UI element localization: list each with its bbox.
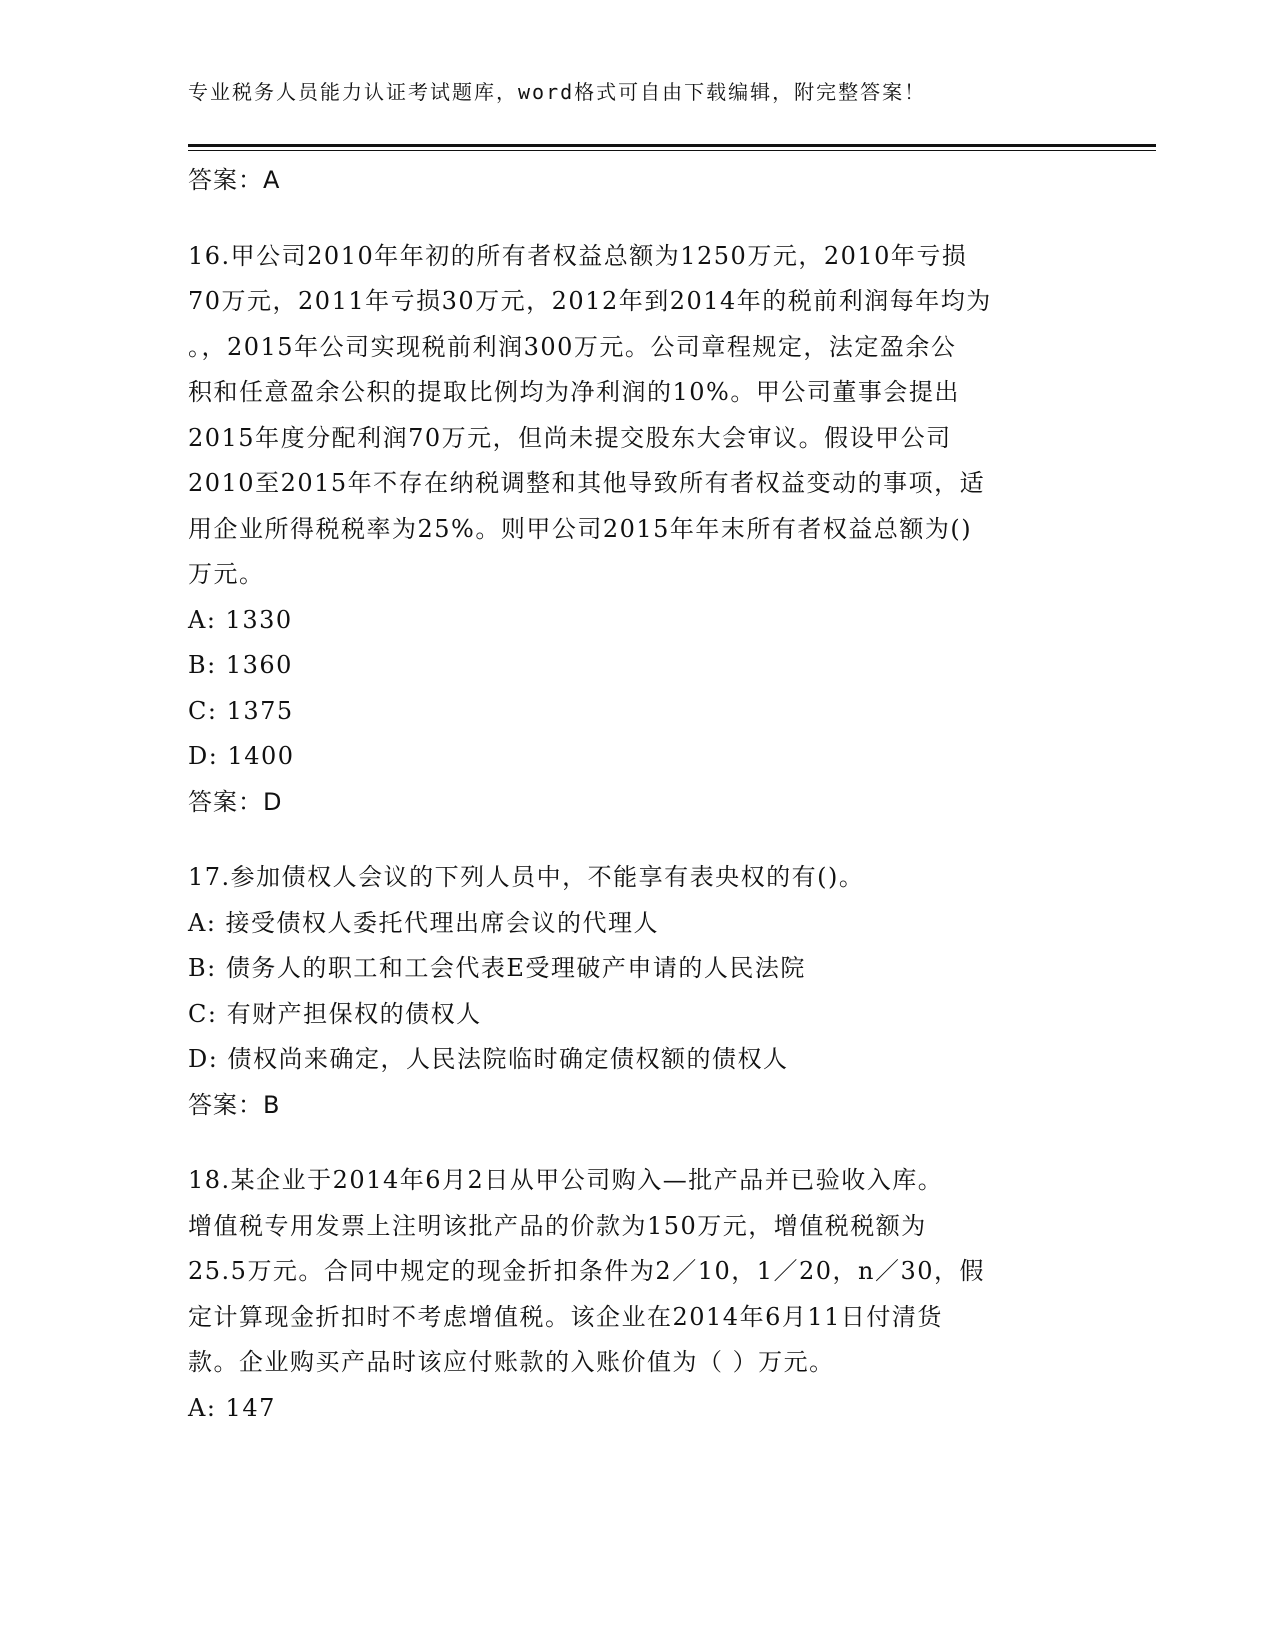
question-stem-line: 2010至2015年不存在纳税调整和其他导致所有者权益变动的事项，适 bbox=[188, 469, 986, 497]
page-header: 专业税务人员能力认证考试题库，word格式可自由下载编辑，附完整答案！ bbox=[188, 80, 927, 104]
option-b: B: 1360 bbox=[188, 651, 293, 679]
question-answer: 答案：B bbox=[188, 1090, 281, 1119]
question-17 bbox=[188, 855, 1108, 1128]
header-rule-thick bbox=[188, 144, 1156, 147]
option-a: A: 1330 bbox=[188, 605, 293, 634]
question-stem-line: 2015年度分配利润70万元，但尚未提交股东大会审议。假设甲公司 bbox=[188, 423, 952, 452]
question-stem-line: 用企业所得税税率为25%。则甲公司2015年年末所有者权益总额为() bbox=[188, 514, 973, 543]
question-stem-line: 增值税专用发票上注明该批产品的价款为150万元，增值税税额为 bbox=[188, 1211, 927, 1240]
question-answer: 答案：D bbox=[188, 787, 283, 816]
question-stem-line: 18.某企业于2014年6月2日从甲公司购入—批产品并已验收入库。 bbox=[188, 1166, 944, 1194]
question-18 bbox=[188, 1158, 1108, 1431]
question-stem-line: 。，2015年公司实现税前利润300万元。公司章程规定，法定盈余公 bbox=[188, 332, 957, 361]
question-stem-line: 25.5万元。合同中规定的现金折扣条件为2／10，1／20，n／30，假 bbox=[188, 1257, 986, 1285]
option-a: A: 147 bbox=[188, 1393, 276, 1422]
spacer bbox=[188, 825, 1108, 855]
spacer bbox=[188, 204, 1108, 234]
question-stem-line: 17.参加债权人会议的下列人员中，不能享有表央权的有()。 bbox=[188, 863, 865, 891]
option-d: D: 1400 bbox=[188, 742, 295, 770]
previous-answer: 答案：A bbox=[188, 166, 281, 194]
question-16 bbox=[188, 234, 1108, 826]
question-stem-line: 款。企业购买产品时该应付账款的入账价值为（ ）万元。 bbox=[188, 1348, 835, 1376]
spacer bbox=[188, 1128, 1108, 1158]
option-c: C: 1375 bbox=[188, 696, 294, 725]
question-stem-line: 积和任意盈余公积的提取比例均为净利润的10%。甲公司董事会提出 bbox=[188, 378, 960, 406]
option-b: B: 债务人的职工和工会代表E受理破产申请的人民法院 bbox=[188, 954, 806, 982]
option-c: C: 有财产担保权的债权人 bbox=[188, 999, 482, 1028]
document-body bbox=[188, 158, 1108, 1431]
question-stem-line: 16.甲公司2010年年初的所有者权益总额为1250万元，2010年亏损 bbox=[188, 241, 968, 270]
option-d: D: 债权尚来确定，人民法院临时确定债权额的债权人 bbox=[188, 1045, 789, 1073]
question-stem-line: 万元。 bbox=[188, 560, 265, 588]
question-stem-line: 70万元，2011年亏损30万元，2012年到2014年的税前利润每年均为 bbox=[188, 287, 992, 315]
header-rule-thin bbox=[188, 150, 1156, 151]
question-stem-line: 定计算现金折扣时不考虑增值税。该企业在2014年6月11日付清货 bbox=[188, 1302, 943, 1331]
option-a: A: 接受债权人委托代理出席会议的代理人 bbox=[188, 908, 660, 937]
